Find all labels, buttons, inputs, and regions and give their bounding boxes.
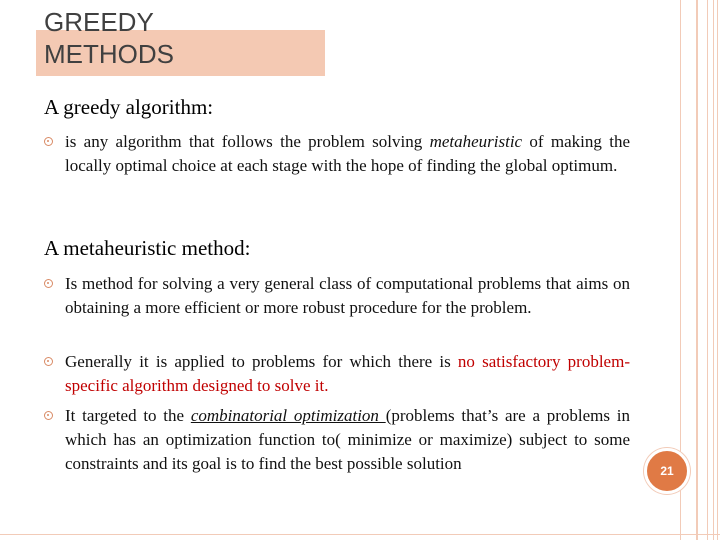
greedy-definition-bullet — [44, 130, 630, 178]
decorative-edge-line — [707, 0, 708, 540]
page-number-badge: 21 — [644, 448, 690, 494]
bullet-text-part: Generally it is applied to problems for which there is — [65, 352, 458, 371]
decorative-edge-line — [717, 0, 718, 540]
slide-title-line1: GREEDY — [44, 7, 154, 37]
slide-title — [44, 6, 324, 70]
bullet-circle-icon — [44, 279, 53, 288]
bullet-text: Is method for solving a very general class of computational problems that aims on obtaining a more efficient or more robust procedure for the problem. — [65, 274, 630, 317]
metaheuristic-bullet-1 — [44, 272, 630, 320]
bullet-text-part: is any algorithm that follows the problem solving — [65, 132, 430, 151]
bullet-circle-icon — [44, 137, 53, 146]
combinatorial-optimization-link[interactable]: combinatorial optimization — [190, 406, 386, 425]
metaheuristic-heading: A metaheuristic method: — [44, 236, 251, 260]
decorative-edge-line — [713, 0, 714, 540]
bullet-text — [65, 404, 630, 476]
bullet-text-part: (problems that’s are a problems in which has an optimization function to( minimize or maximize) subject to some constraints and its goal is to find the best possible solution — [65, 406, 631, 473]
slide-title-line2: METHODS — [44, 39, 174, 69]
bullet-circle-icon — [44, 357, 53, 366]
bullet-circle-icon — [44, 411, 53, 420]
decorative-edge-line — [696, 0, 698, 540]
highlighted-text: no satisfactory problem-specific algorithm designed to solve it. — [65, 352, 630, 395]
metaheuristic-term: metaheuristic — [429, 132, 523, 151]
bullet-text-part: of making the locally optimal choice at each stage with the hope of finding the global optimum. — [65, 132, 631, 175]
bullet-text-part: It targeted to the — [65, 406, 191, 425]
bullet-text — [65, 130, 630, 178]
metaheuristic-bullet-2 — [44, 350, 630, 398]
decorative-bottom-line — [0, 534, 720, 535]
bullet-text — [65, 350, 630, 398]
greedy-heading: A greedy algorithm: — [44, 95, 214, 119]
metaheuristic-bullet-3 — [44, 404, 630, 476]
